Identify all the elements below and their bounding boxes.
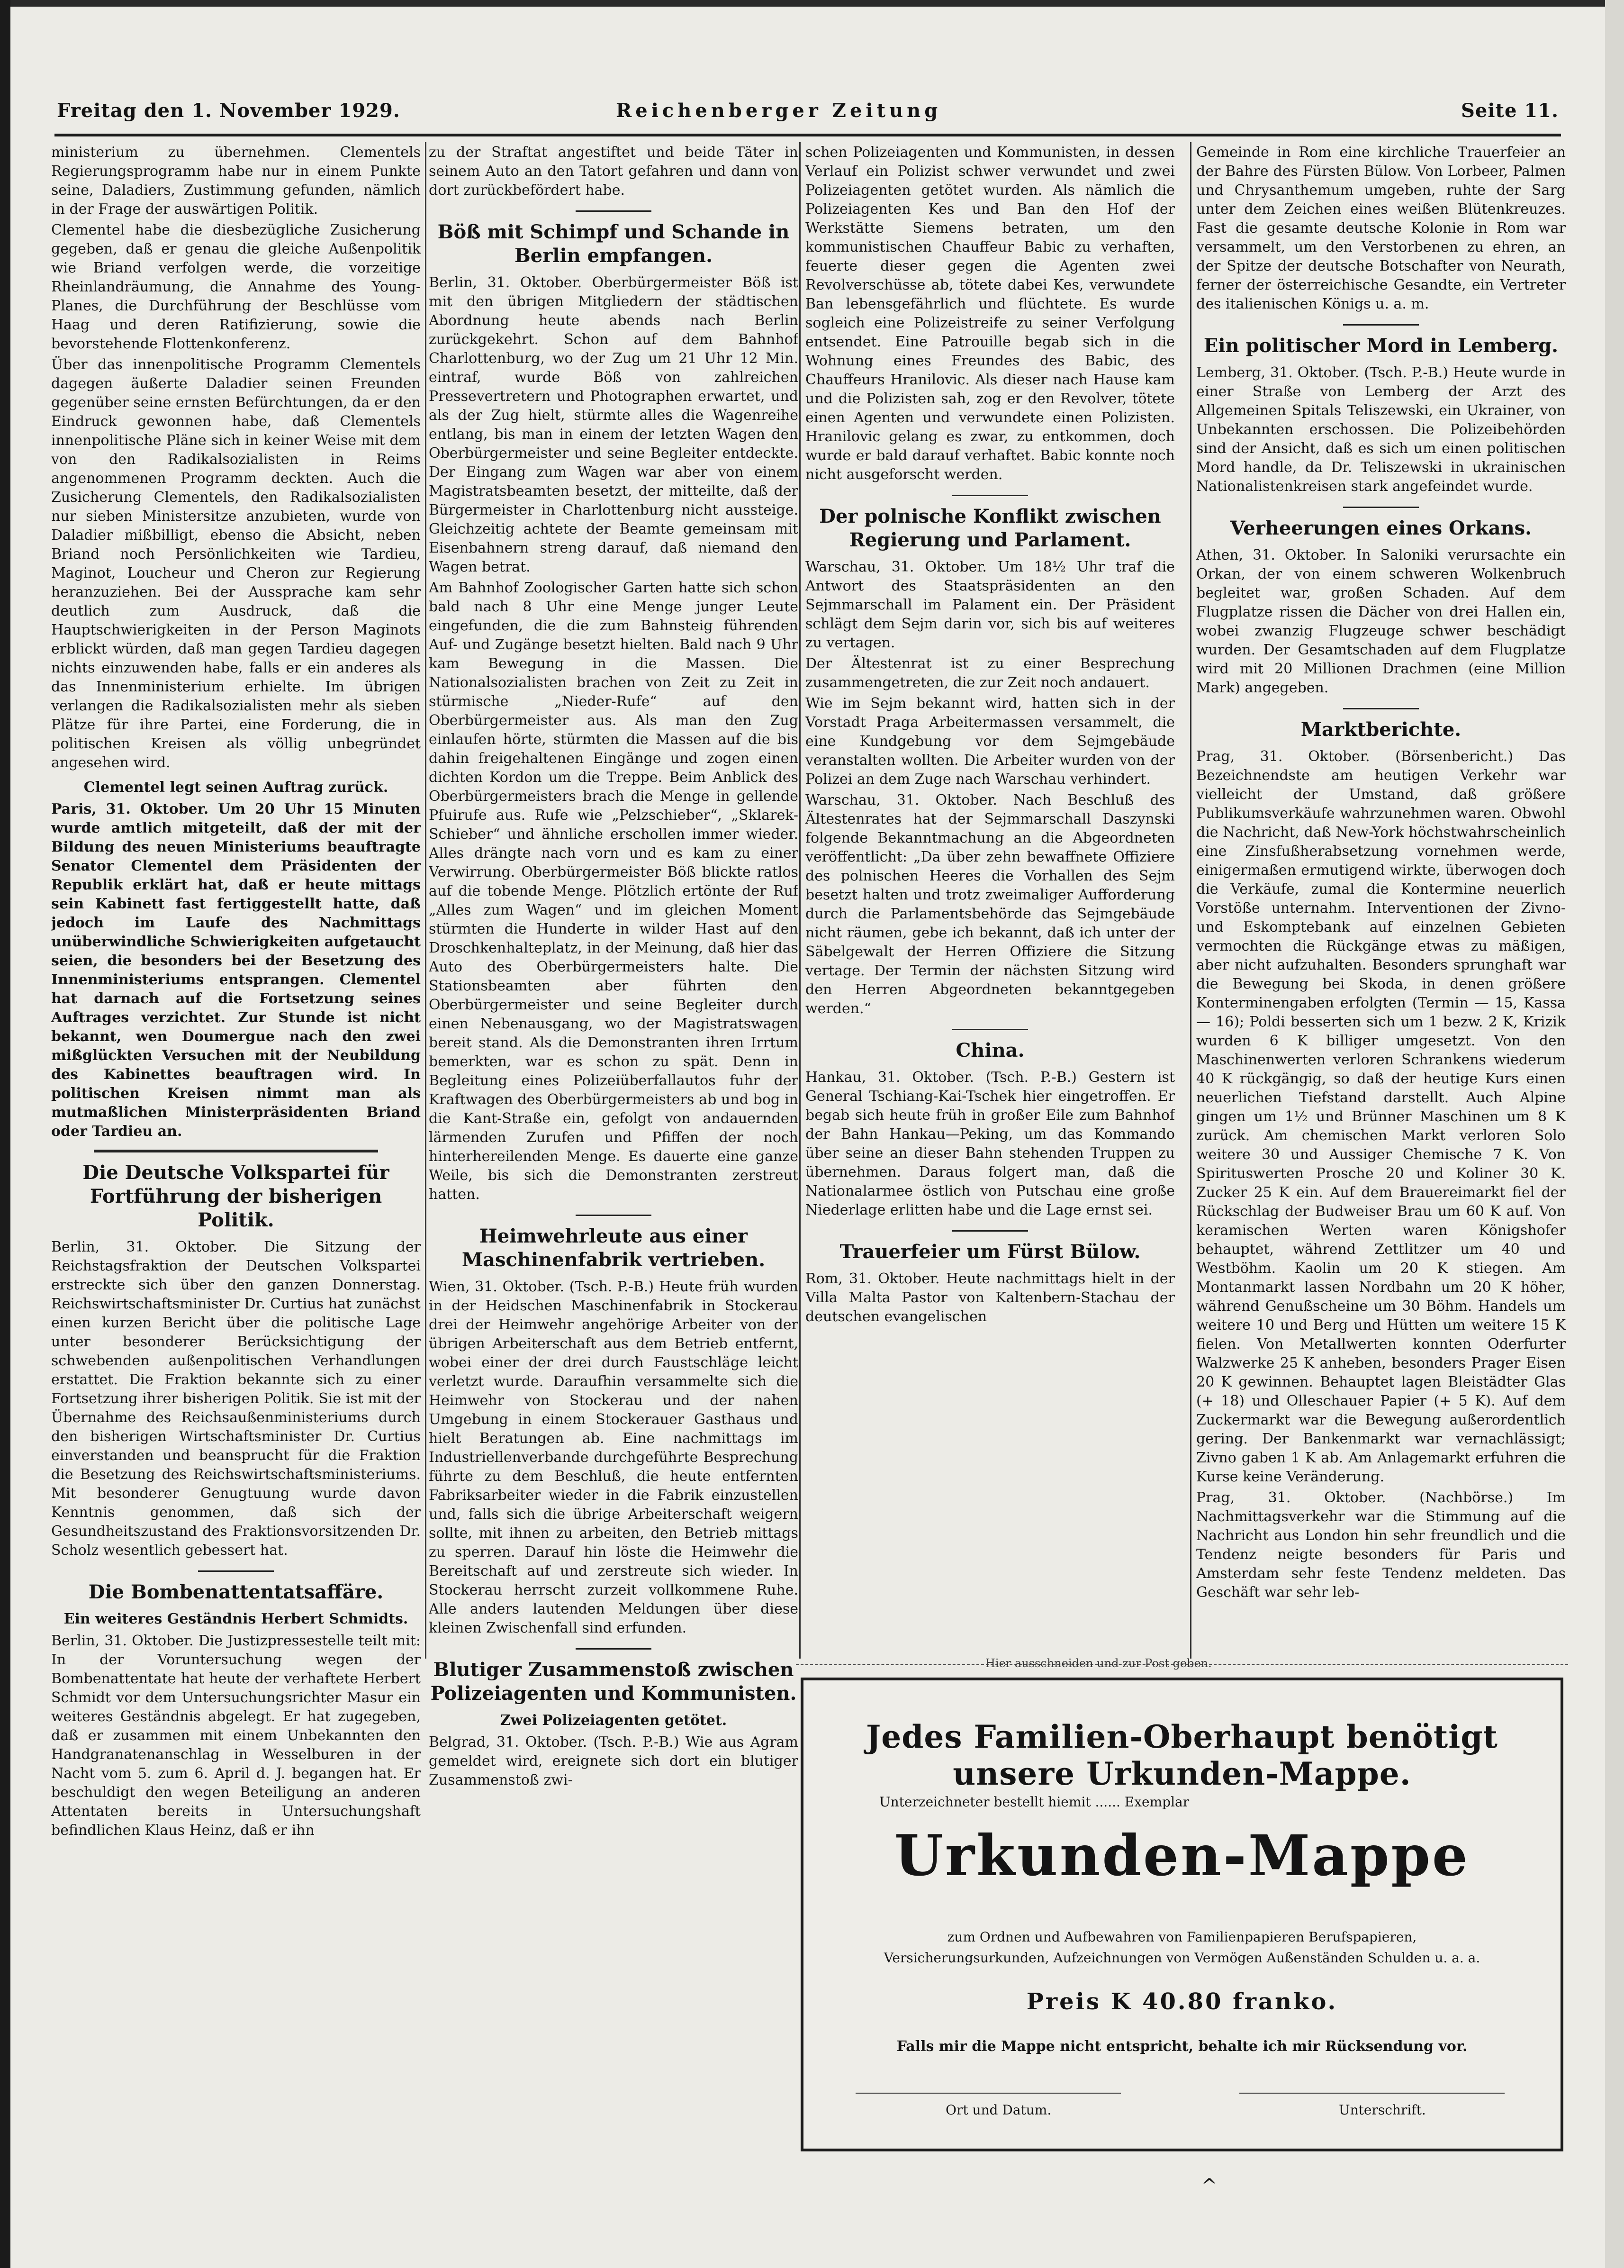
separator [576, 1215, 651, 1216]
article-text: ministerium zu übernehmen. Clementels Regierungsprogramm habe nur in einem Punkte seine, Daladiers, Zustimmung gefunden, nämlich in der Frage der auswärtigen Politik. [51, 144, 421, 218]
article-text: Warschau, 31. Oktober. Um 18½ Uhr traf die Antwort des Staatspräsidenten an den Sejmmarschall im Palament ein. Der Präsident schlägt dem Sejm darin vor, sich bis auf weiteres zu vertagen. [805, 559, 1175, 651]
article-subheading: Ein weiteres Geständnis Herbert Schmidts. [63, 1611, 408, 1627]
ad-product-name: Urkunden-Mappe [894, 1823, 1470, 1888]
separator [952, 1029, 1028, 1030]
column-divider-1 [425, 142, 426, 1659]
article-heading: Die Bombenattentatsaffäre. [88, 1581, 384, 1603]
article-heading: Ein politischer Mord in Lemberg. [1203, 335, 1559, 357]
article-text: Der Ältestenrat ist zu einer Besprechung zusammengetreten, die zur Zeit noch andauert. [805, 655, 1175, 691]
page-right-edge [1605, 0, 1624, 2268]
article-text: Paris, 31. Oktober. Um 20 Uhr 15 Minuten wurde amtlich mitgeteilt, daß der mit der Bildung des neuen Ministeriums beauftragte Senator Clementel dem Präsidenten der Republik erklärt hat, daß er heute mittags sein Kabinett fast fertiggestellt hatte, daß jedoch im Laufe des Nachmittags unüberwindliche Schwierigkeiten aufgetaucht seien, die besonders bei der Besetzung des Innenministeriums entsprangen. Clementel hat darnach auf die Fortsetzung seines Auftrages verzichtet. Zur Stunde ist nicht bekannt, wen Doumergue nach den zwei mißglückten Versuchen mit der Neubildung des Kabinettes beauftragen wird. In politischen Kreisen nimmt man als mutmaßlichen Ministerpräsidenten Briand oder Tardieu an. [51, 801, 421, 1140]
article-text: schen Polizeiagenten und Kommunisten, in dessen Verlauf ein Polizist schwer verwundet und zwei Polizeiagenten getötet wurden. Als nämlich die Polizeiagenten Kes und Ban den Hof der Werkstätte Siemens betraten, um den kommunistischen Chauffeur Babic zu verhaften, feuerte dieser gegen die Agenten zwei Revolverschüsse ab, tötete dabei Kes, verwundete Ban lebensgefährlich und flüchtete. Es wurde sogleich eine Polizeistreife zu seiner Verfolgung entsendet. Eine Patrouille begab sich in die Wohnung eines Freundes des Babic, des Chauffeurs Hranilovic. Als dieser nach Hause kam und die Polizisten sah, zog er den Revolver, tötete einen Agenten und verwundete einen Polizisten. Hranilovic gelang es zwar, zu entkommen, doch wurde er bald darauf verhaftet. Babic konnte noch nicht ausgeforscht werden. [805, 144, 1175, 483]
signature-line-place-date[interactable] [856, 2093, 1121, 2094]
article-text: Berlin, 31. Oktober. Die Justizpressestelle teilt mit: In der Voruntersuchung wegen der Bombenattentate hat heute der verhaftete Herbert Schmidt vor dem Untersuchungsrichter Masur ein weiteres Geständnis abgelegt. Er hat zugegeben, daß er zusammen mit einem Unbekannten den Handgranatenanschlag in Wesselburen in der Nacht vom 5. zum 6. April d. J. begangen hat. Er beschuldigt den wegen Beteiligung an anderen Attentaten bereits in Untersuchungshaft befindlichen Klaus Heinz, daß er ihn [51, 1633, 421, 1839]
article-text: Prag, 31. Oktober. (Nachbörse.) Im Nachmittagsverkehr war die Stimmung auf die Nachricht aus London hin sehr freundlich und die Tendenz neigte besonders für Paris und Amsterdam sehr feste Tendenz meldeten. Das Geschäft war sehr leb- [1196, 1489, 1566, 1601]
page-header [57, 95, 1559, 128]
article-subheading: Zwei Polizeiagenten getötet. [500, 1712, 727, 1729]
ad-order-line: Unterzeichneter bestellt hiemit ...... Exemplar [879, 1794, 1190, 1810]
ad-price: Preis K 40.80 franko. [1026, 1988, 1338, 2015]
ad-sign-right-label: Unterschrift. [1339, 2102, 1426, 2118]
separator [952, 1230, 1028, 1232]
article-text: Clementel habe die diesbezügliche Zusicherung gegeben, daß er genau die gleiche Außenpolitik wie Briand verfolgen werde, die vorzeitige Rheinlandräumung, die Annahme des Young-Planes, die Durchführung der Beschlüsse vom Haag und deren Ratifizierung, sowie die bevorstehende Flottenkonferenz. [51, 222, 421, 352]
header-page-number: Seite 11. [1461, 100, 1559, 122]
article-text: Warschau, 31. Oktober. Nach Beschluß des Ältestenrates hat der Sejmmarschall Daszynski folgende Bekanntmachung an die Abgeordneten veröffentlicht: „Da über zehn bewaffnete Offiziere des polnischen Heeres die Vorhallen des Sejm besetzt halten und trotz zweimaliger Aufforderung durch die Parlamentsbehörde das Sejmgebäude nicht räumen, gebe ich bekannt, daß ich unter der Säbelgewalt der Herren Offiziere die Sitzung vertage. Der Termin der nächsten Sitzung wird den Herren Abgeordneten bekanntgegeben werden.“ [805, 792, 1175, 1017]
column-1 [51, 143, 421, 2238]
article-heading: Böß mit Schimpf und Schande in Berlin empfangen. [437, 221, 790, 267]
column-divider-2 [799, 142, 801, 1659]
article-text: Wien, 31. Oktober. (Tsch. P.-B.) Heute früh wurden in der Heidschen Maschinenfabrik in Stockerau drei der Heimwehr angehörige Arbeiter von der übrigen Arbeiterschaft aus dem Betrieb entfernt, wobei einer der drei durch Faustschläge leicht verletzt wurde. Daraufhin versammelte sich die Heimwehr von Stockerau und der nahen Umgebung in einem Stockerauer Gasthaus und hielt Beratungen ab. Eine nachmittags im Industriellenverbande durchgeführte Besprechung führte zu dem Beschluß, die heute entfernten Fabriksarbeiter wieder in die Fabrik einzustellen und, falls sich die übrige Arbeiterschaft weigern sollte, mit ihnen zu arbeiten, den Betrieb mittags zu sperren. Darauf hin löste die Heimwehr die Bereitschaft auf und zerstreute sich wieder. In Stockerau herrscht zurzeit vollkommene Ruhe. Alle anders lautenden Meldungen über diese kleinen Zwischenfall sind erfunden. [429, 1279, 798, 1636]
article-heading: Verheerungen eines Orkans. [1230, 517, 1532, 539]
page-top-edge [0, 0, 1624, 7]
article-heading: Die Deutsche Volkspartei für Fortführung der bisherigen Politik. [82, 1161, 389, 1231]
article-text: Wie im Sejm bekannt wird, hatten sich in der Vorstadt Praga Arbeitermassen versammelt, die eine Kundgebung vor dem Sejmgebäude veranstalten wollten. Die Arbeiter wurden von der Polizei an dem Zuge nach Warschau verhindert. [805, 695, 1175, 788]
page-left-edge [0, 0, 10, 2268]
column-divider-3 [1190, 142, 1191, 1659]
separator [94, 1150, 378, 1152]
article-text: Gemeinde in Rom eine kirchliche Trauerfeier an der Bahre des Fürsten Bülow. Von Lorbeer, Palmen und Chrysanthemum umgeben, ruhte der Sarg unter dem Zeichen eines weißen Blütenkreuzes. Fast die gesamte deutsche Kolonie in Rom war versammelt, um den Verstorbenen zu ehren, an der Spitze der deutsche Botschafter von Neurath, ferner der österreichische Gesandte, ein Vertreter des italienischen Königs u. a. m. [1196, 144, 1566, 312]
column-3 [805, 143, 1175, 1650]
advertisement-coupon [801, 1678, 1563, 2151]
column-4 [1196, 143, 1566, 1650]
article-heading: Blutiger Zusammenstoß zwischen Polizeiagenten und Kommunisten. [430, 1659, 797, 1705]
article-text: zu der Straftat angestiftet und beide Täter in seinem Auto an den Tatort gefahren und dann von dort zurückbefördert habe. [429, 144, 798, 199]
ad-note: Falls mir die Mappe nicht entspricht, behalte ich mir Rücksendung vor. [896, 2038, 1468, 2055]
article-heading: China. [956, 1039, 1025, 1061]
separator [952, 495, 1028, 496]
article-heading: Trauerfeier um Fürst Bülow. [839, 1241, 1141, 1263]
bottom-mark: ^ [1201, 2175, 1218, 2197]
header-date: Freitag den 1. November 1929. [57, 100, 400, 122]
article-subheading: Clementel legt seinen Auftrag zurück. [83, 779, 388, 796]
separator [1343, 708, 1419, 709]
ad-description: zum Ordnen und Aufbewahren von Familienpapieren Berufspapieren, Versicherungsurkunden, Aufzeichnungen von Vermögen Außenständen Schulden u. a. a. [884, 1929, 1480, 1966]
article-text: Belgrad, 31. Oktober. (Tsch. P.-B.) Wie aus Agram gemeldet wird, ereignete sich dort ein blutiger Zusammenstoß zwi- [429, 1734, 798, 1788]
article-text: Am Bahnhof Zoologischer Garten hatte sich schon bald nach 8 Uhr eine Menge junger Leute eingefunden, die die zum Bahnsteig führenden Auf- und Zugänge besetzt hielten. Bald nach 9 Uhr kam Bewegung in die Massen. Die Nationalsozialisten brachen von Zeit zu Zeit in stürmische „Nieder-Rufe“ auf den Oberbürgermeister aus. Als man den Zug einlaufen hörte, stürmten die Massen auf die bis dahin freigehaltenen Eingänge und zogen einen dichten Kordon um die Treppe. Beim Anblick des Oberbürgermeisters brach die Menge in gellende Pfuirufe aus. Rufe wie „Pelzschieber“, „Sklarek-Schieber“ und ähnliche erschollen immer wieder. Alles drängte nach vorn und es kam zu einer Verwirrung. Oberbürgermeister Böß blickte ratlos auf die tobende Menge. Plötzlich ertönte der Ruf „Alles zum Wagen“ und im gleichen Moment stürmten die Hunderte in wilder Hast auf den Droschkenhalteplatz, in der Meinung, daß hier das Auto des Oberbürgermeisters halte. Die Stationsbeamten aber führten den Oberbürgermeister und seine Begleiter durch einen Nebenausgang, wo der Magistratswagen bereit stand. Als die Demonstranten ihren Irrtum bemerkten, war es schon zu spät. Denn in Begleitung eines Polizeiüberfallautos fuhr der Kraftwagen des Oberbürgermeisters ab und bog in die Kant-Straße ein, gefolgt von andauernden lärmenden Zurufen und Pfiffen der noch hinterhereilenden Menge. Es dauerte eine ganze Weile, bis sich die Demonstranten zerstreut hatten. [429, 580, 798, 1203]
article-heading: Der polnische Konflikt zwischen Regierung und Parlament. [819, 505, 1161, 551]
header-paper-title: Reichenberger Zeitung [616, 100, 942, 122]
article-text: Prag, 31. Oktober. (Börsenbericht.) Das Bezeichnendste am heutigen Verkehr war vielleicht der Umstand, daß größere Publikumsverkäufe wahrzunehmen waren. Obwohl die Nachricht, daß New-York höchstwahrscheinlich eine Zinsfußherabsetzung vornehmen werde, einigermaßen ermutigend wirkte, überwogen doch die Verkäufe, zumal die Kontermine neuerlich Vorstöße unternahm. Interventionen der Zivno- und Eskomptebank auf einzelnen Gebieten vermochten die Rückgänge etwas zu mäßigen, aber nicht aufzuhalten. Besonders sprunghaft war die Bewegung bei Skoda, in denen größere Konterminengaben erfolgten (Termin — 15, Kassa — 16); Poldi besserten sich um 1 bezw. 2 K, Krizik wurden 6 K billiger umgesetzt. Von den Maschinenwerten verloren Schrankens wiederum 40 K rückgängig, so daß der heutige Kurs einen neuerlichen Tiefstand darstellt. Auch Alpine gingen um 1½ und Brünner Maschinen um 8 K zurück. Am chemischen Markt verloren Solo weitere 30 und Aussiger Chemische 7 K. Von Spirituswerten Prosche 20 und Koliner 30 K. Zucker 25 K ein. Auf dem Brauereimarkt fiel der Rückschlag der Budweiser Brau um 60 K auf. Von keramischen Werten waren Königshofer behauptet, während Zettlitzer um 40 und Westböhm. Kaolin um 20 K stiegen. Am Montanmarkt lassen Nordbahn um 20 K höher, während Genußscheine um 30 Böhm. Handels um weitere 10 und Berg und Hütten um weitere 15 K fielen. Von Metallwerten konnten Oderfurter Walzwerke 25 K anheben, besonders Prager Eisen 20 K gewinnen. Behauptet lagen Bleistädter Glas (+ 18) und Olleschauer Papier (+ 5 K). Auf dem Zuckermarkt war die Bewegung außerordentlich gering. Der Bankenmarkt war vernachlässigt; Zivno gaben 1 K ab. Am Anlagemarkt erfuhren die Kurse keine Veränderung. [1196, 748, 1566, 1485]
article-text: Lemberg, 31. Oktober. (Tsch. P.-B.) Heute wurde in einer Straße von Lemberg der Arzt des Allgemeinen Spitals Teliszewski, ein Ukrainer, von Unbekannten erschossen. Die Polizeibehörden sind der Ansicht, daß es sich um einen politischen Mord handle, da Dr. Teliszewski in ukrainischen Nationalistenkreisen stark angefeindet wurde. [1196, 364, 1566, 495]
signature-line-signature[interactable] [1239, 2093, 1505, 2094]
article-text: Athen, 31. Oktober. In Saloniki verursachte ein Orkan, der von einem schweren Wolkenbruch begleitet war, großen Schaden. Auf dem Flugplatze rissen die Dächer von drei Hallen ein, wobei zwanzig Flugzeuge schwer beschädigt wurden. Der Gesamtschaden auf dem Flugplatze wird mit 20 Millionen Drachmen (eine Million Mark) angegeben. [1196, 547, 1566, 696]
separator [1343, 324, 1419, 326]
header-rule [54, 134, 1561, 136]
separator [198, 1570, 274, 1572]
article-heading: Marktberichte. [1300, 718, 1462, 741]
ad-title: Jedes Familien-Oberhaupt benötigt unsere Urkunden-Mappe. [866, 1718, 1498, 1792]
separator [1343, 507, 1419, 508]
column-2 [429, 143, 798, 2238]
article-text: Hankau, 31. Oktober. (Tsch. P.-B.) Gestern ist General Tschiang-Kai-Tschek hier eingetroffen. Er begab sich heute früh in großer Eile zum Bahnhof der Bahn Hankau—Peking, um das Kommando über seine an dieser Bahn stehenden Truppen zu übernehmen. Daraus folgert man, daß die Nationalarmee östlich von Putschau eine große Niederlage erlitten habe und die Lage ernst sei. [805, 1069, 1175, 1218]
separator [576, 210, 651, 212]
ad-sign-left-label: Ort und Datum. [946, 2102, 1052, 2118]
article-text: Rom, 31. Oktober. Heute nachmittags hielt in der Villa Malta Pastor von Kaltenbern-Stachau der deutschen evangelischen [805, 1270, 1175, 1325]
article-text: Berlin, 31. Oktober. Oberbürgermeister Böß ist mit den übrigen Mitgliedern der städtischen Abordnung heute abends nach Berlin zurückgekehrt. Schon auf dem Bahnhof Charlottenburg, wo der Zug um 21 Uhr 12 Min. eintraf, wurde Böß von zahlreichen Pressevertretern und Photographen erwartet, und als der Zug hielt, stürmte alles die Wagenreihe entlang, bis man in einem der letzten Wagen den Oberbürgermeister und seine Begleiter entdeckte. Der Eingang zum Wagen war aber von einem Magistratsbeamten besetzt, der mitteilte, daß der Bürgermeister in Charlottenburg nicht aussteige. Gleichzeitig achtete der Beamte gemeinsam mit Eisenbahnern streng darauf, daß niemand den Wagen betrat. [429, 274, 798, 575]
separator [576, 1648, 651, 1650]
cut-line-label: Hier ausschneiden und zur Post geben. [985, 1657, 1212, 1670]
article-text: Berlin, 31. Oktober. Die Sitzung der Reichstagsfraktion der Deutschen Volkspartei erstreckte sich über den ganzen Donnerstag. Reichswirtschaftsminister Dr. Curtius hat zunächst einen kurzen Bericht über die politische Lage unter besonderer Berücksichtigung der schwebenden außenpolitischen Verhandlungen erstattet. Die Fraktion bekannte sich zu einer Fortsetzung ihrer bisherigen Politik. Sie ist mit der Übernahme des Reichsaußenministeriums durch den bisherigen Wirtschaftsminister Dr. Curtius einverstanden und beansprucht für die Fraktion die Besetzung des Reichswirtschaftsministeriums. Mit besonderer Genugtuung wurde davon Kenntnis genommen, daß sich der Gesundheitszustand des Fraktionsvorsitzenden Dr. Scholz wesentlich gebessert hat. [51, 1239, 421, 1559]
article-heading: Heimwehrleute aus einer Maschinenfabrik vertrieben. [461, 1225, 766, 1271]
article-text: Über das innenpolitische Programm Clementels dagegen äußerte Daladier seinen Freunden gegenüber seine ernsten Befürchtungen, da er den Eindruck gewonnen habe, daß Clementels innenpolitische Pläne sich in keiner Weise mit dem von den Radikalsozialisten in Reims angenommenen Programm deckten. Auch die Zusicherung Clementels, den Radikalsozialisten nur sieben Ministersitze anzubieten, wurde von Daladier mißbilligt, ebenso die Absicht, neben Briand noch Persönlichkeiten wie Tardieu, Maginot, Loucheur und Cheron zur Regierung heranzuziehen. Bei der Aussprache kam sehr deutlich zum Ausdruck, daß die Hauptschwierigkeiten in der Person Maginots erblickt würden, daß man gegen Tardieu dagegen nichts einzuwenden habe, falls er ein anderes als das Innenministerium erhielte. Im übrigen verlangen die Radikalsozialisten mehr als sieben Plätze für ihre Partei, eine Forderung, die in politischen Kreisen als völlig unbegründet angesehen wird. [51, 356, 421, 771]
